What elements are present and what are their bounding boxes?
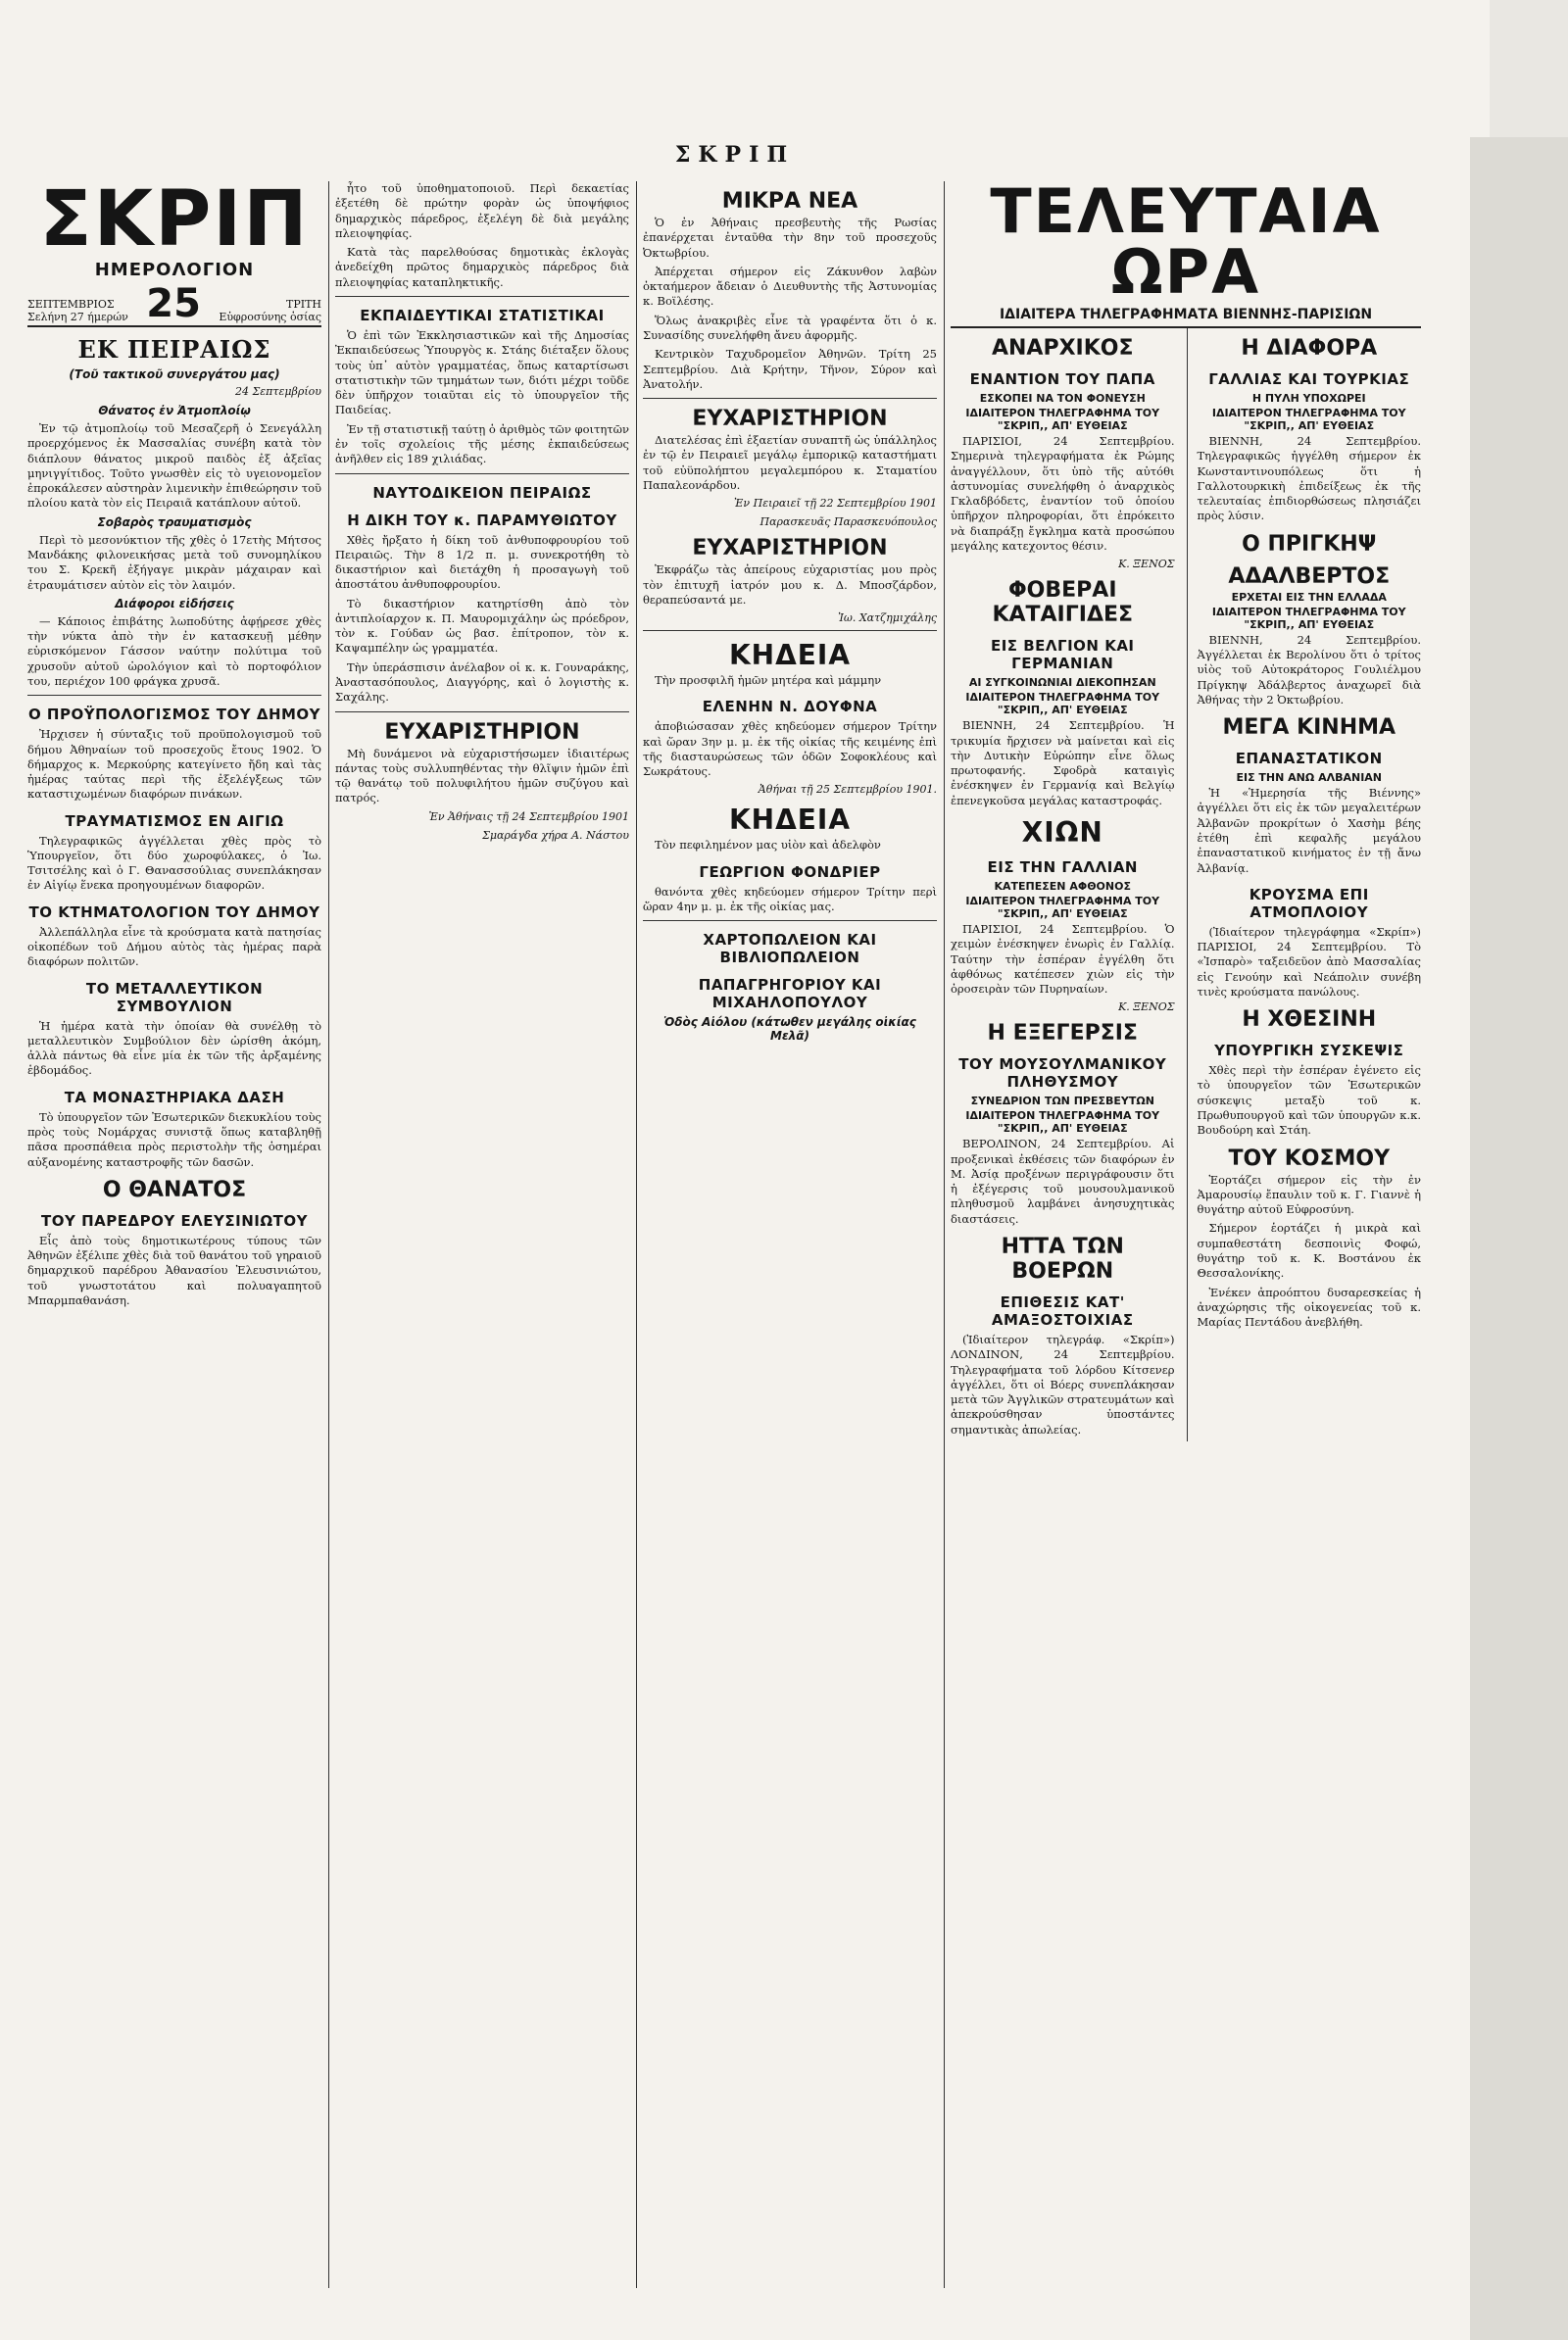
headline: ΤΟ ΚΤΗΜΑΤΟΛΟΓΙΟΝ ΤΟΥ ΔΗΜΟΥ — [28, 902, 320, 921]
signature: Παρασκευᾶς Παρασκευόπουλος — [760, 515, 937, 529]
article-text: ΠΑΡΙΣΙΟΙ, 24 Σεπτεμβρίου. Ὁ χειμὼν ἐνέσκηψεν ἐνωρὶς ἐν Γαλλίᾳ. Ταύτην τὴν ἑσπέραν ἐγγέλθη ὅτι ἀφθόνως κατέπεσεν χιὼν εἰς τὴν ὀροσειρὰν τῶν Πυρηναίων. — [951, 921, 1175, 997]
article-text: Ἐνέκεν ἀπροόπτου δυσαρεσκείας ἡ ἀναχώρησις τῆς οἰκογενείας τοῦ κ. Μαρίας Πεντάδου ἀνεβλήθη. — [1197, 1285, 1421, 1330]
divider — [335, 711, 629, 712]
split-columns — [951, 328, 1421, 1441]
column-3 — [643, 181, 937, 1047]
headline: ΚΗΔΕΙΑ — [728, 804, 851, 837]
subheadline: ΕΝΑΝΤΙΟΝ ΤΟΥ ΠΑΠΑ — [969, 370, 1155, 388]
saint-day: Εὐφροσύνης ὁσίας — [219, 311, 321, 323]
article-text: ΒΙΕΝΝΗ, 24 Σεπτεμβρίου. Τηλεγραφικῶς ἠγγέλθη σήμερον ἐκ Κωνσταντινουπόλεως ὅτι ἡ Γαλλοτουρκικὴ ἐπιδείξεως ἐκ τῆς τελευταίας ἐπιδιορθώσεως πλησιάζει πρὸς λύσιν. — [1197, 434, 1421, 523]
article-text: Κατὰ τὰς παρελθούσας δημοτικὰς ἐκλογὰς ἀνεδείχθη πρῶτος δημαρχικὸς πάρεδρος διὰ πλειοψηφίας καταπληκτικῆς. — [335, 245, 629, 289]
article-text: Ἡ ἡμέρα κατὰ τὴν ὁποίαν θὰ συνέλθῃ τὸ μεταλλευτικὸν Συμβούλιον δὲν ὡρίσθη ἀκόμη, ἀλλὰ πάντως θὰ εἶνε μία ἐκ τῶν τῆς ἀρξαμένης ἑβδομάδος. — [27, 1018, 321, 1078]
column-2 — [335, 181, 629, 848]
headline: Η ΕΞΕΓΕΡΣΙΣ — [987, 1021, 1138, 1047]
byline: (Τοῦ τακτικοῦ συνεργάτου μας) — [69, 367, 280, 381]
article-text: Ἠρχισεν ἡ σύνταξις τοῦ προϋπολογισμοῦ τοῦ δήμου Ἀθηναίων τοῦ προσεχοῦς ἔτους 1902. Ὁ δήμαρχος κ. Μερκούρης κατεγίνετο ἤδη καὶ τὰς ἡμέρας ταύτας περὶ τῆς ἐξελέγξεως τῶν καταστιχωμένων διαφόρων πινάκων. — [27, 727, 321, 802]
article-text: Ἀπέρχεται σήμερον εἰς Ζάκυνθον λαβὼν ὀκταήμερον ἄδειαν ὁ Διευθυντὴς τῆς Ἀστυνομίας κ. Βοϊλέσης. — [643, 264, 937, 309]
divider — [643, 398, 937, 399]
headline: Ο ΘΑΝΑΤΟΣ — [102, 1177, 247, 1202]
signature-date: Ἐν Πειραιεῖ τῇ 22 Σεπτεμβρίου 1901 — [734, 497, 937, 511]
headline: ΗΤΤΑ ΤΩΝ ΒΟΕΡΩΝ — [1001, 1235, 1124, 1285]
headline: ΤΑ ΜΟΝΑΣΤΗΡΙΑΚΑ ΔΑΣΗ — [64, 1088, 285, 1106]
telegram-label: ΙΔΙΑΙΤΕΡΟΝ ΤΗΛΕΓΡΑΦΗΜΑ ΤΟΥ "ΣΚΡΙΠ,, ΑΠ' ΕΥΘΕΙΑΣ — [1211, 605, 1406, 631]
subcolumn-right — [1187, 328, 1422, 1441]
headline: ΕΥΧΑΡΙΣΤΗΡΙΟΝ — [692, 536, 888, 561]
headline: Η ΔΙΑΦΟΡΑ — [1241, 336, 1378, 361]
address: Ὁδὸς Αἰόλου (κάτωθεν μεγάλης οἰκίας Μελᾶ) — [663, 1015, 916, 1044]
subheadline: ΣΥΝΕΔΡΙΟΝ ΤΩΝ ΠΡΕΣΒΕΥΤΩΝ — [970, 1095, 1154, 1108]
running-header: ΣΚΡΙΠ — [674, 142, 796, 168]
dateline — [27, 281, 321, 327]
article-text: — Κάποιος ἐπιβάτης λωποδύτης ἀφῄρεσε χθὲς τὴν νύκτα ἀπὸ τὴν ἐν κατασκευῇ μέθην εὑρισκόμενον Γάσσον ναύτην πολύτιμα τοῦ χρυσοῦν αὐτοῦ ὡρολόγιον καὶ τὸ πορτοφόλιον του, περιέχον 100 φράγκα χρυσᾶ. — [27, 613, 321, 688]
article-text: Ἐν τῇ στατιστικῇ ταύτῃ ὁ ἀριθμὸς τῶν φοιτητῶν ἐν τοῖς σχολείοις τῆς μέσης ἐκπαιδεύσεως ἀνῆλθεν εἰς 189 χιλιάδας. — [335, 421, 629, 466]
article-text: Σήμερον ἑορτάζει ἡ μικρὰ καὶ συμπαθεστάτη δεσποινὶς Φοφώ, θυγάτηρ τοῦ κ. Κ. Βοστάνου ἐκ Θεσσαλονίκης. — [1197, 1221, 1421, 1281]
article-text: Τὸν πεφιλημένον μας υἱὸν καὶ ἀδελφὸν — [655, 838, 881, 853]
telegram-label: ΙΔΙΑΙΤΕΡΟΝ ΤΗΛΕΓΡΑΦΗΜΑ ΤΟΥ "ΣΚΡΙΠ,, ΑΠ' ΕΥΘΕΙΑΣ — [965, 407, 1160, 432]
article-text: Τηλεγραφικῶς ἀγγέλλεται χθὲς πρὸς τὸ Ὑπουργεῖον, ὅτι δύο χωροφύλακες, ὁ Ἰω. Τσιτσέλης καὶ ὁ Γ. Θανασσούλιας συνεπλάκησαν ἐν Αἰγίῳ ἕνεκα προηγουμένων διαφορῶν. — [27, 833, 321, 893]
headline: Διάφοροι εἰδήσεις — [115, 596, 234, 610]
article-text: ΒΕΡΟΛΙΝΟΝ, 24 Σεπτεμβρίου. Αἱ προξενικαὶ ἐκθέσεις τῶν διαφόρων ἐν Μ. Ἀσίᾳ προξένων περιγράφουσιν ὅτι ἡ ἐξέγερσις τοῦ μουσουλμανικοῦ πληθυσμοῦ λαμβάνει ἀνησυχητικὰς διαστάσεις. — [951, 1137, 1175, 1226]
divider — [643, 630, 937, 631]
telegram-label: ΙΔΙΑΙΤΕΡΟΝ ΤΗΛΕΓΡΑΦΗΜΑ ΤΟΥ "ΣΚΡΙΠ,, ΑΠ' ΕΥΘΕΙΑΣ — [965, 894, 1160, 920]
article-text: (Ἰδιαίτερον τηλεγράφημα «Σκρίπ») ΠΑΡΙΣΙΟΙ, 24 Σεπτεμβρίου. Τὸ «Ἰσπαρὸ» ταξειδεῦον ἀπὸ Μασσαλίας εἰς Γενούην καὶ Νεάπολιν συνέβη τινὲς κρούσματα πανώλους. — [1197, 924, 1421, 999]
subcolumn-left — [951, 328, 1175, 1441]
headline: ΦΟΒΕΡΑΙ ΚΑΤΑΙΓΙΔΕΣ — [992, 578, 1134, 628]
article-text: θανόντα χθὲς κηδεύομεν σήμερον Τρίτην περὶ ὥραν 4ην μ. μ. ἐκ τῆς οἰκίας μας. — [643, 884, 937, 914]
headline: ΧΙΩΝ — [1021, 815, 1103, 849]
column-4 — [951, 181, 1421, 1441]
subheadline: ΠΑΠΑΓΡΗΓΟΡΙΟΥ ΚΑΙ ΜΙΧΑΗΛΟΠΟΥΛΟΥ — [698, 976, 882, 1012]
subheadline: Η ΠΥΛΗ ΥΠΟΧΩΡΕΙ — [1251, 392, 1366, 405]
headline: ΜΕΓΑ ΚΙΝΗΜΑ — [1222, 715, 1396, 741]
column-rule — [328, 181, 329, 2288]
day-number: 25 — [146, 281, 201, 326]
telegram-label: ΙΔΙΑΙΤΕΡΟΝ ΤΗΛΕΓΡΑΦΗΜΑ ΤΟΥ "ΣΚΡΙΠ,, ΑΠ' ΕΥΘΕΙΑΣ — [965, 1109, 1160, 1136]
divider — [27, 695, 321, 696]
article-text: Ὁ ἐν Ἀθήναις πρεσβευτὴς τῆς Ρωσίας ἐπανέρχεται ἐνταῦθα τὴν 8ην τοῦ προσεχοῦς Ὀκτωβρίου. — [643, 216, 937, 260]
article-text: Χθὲς ἤρξατο ἡ δίκη τοῦ ἀνθυποφρουρίου τοῦ Πειραιῶς. Τὴν 8 1/2 π. μ. συνεκροτήθη τὸ δικαστήριον καὶ διετάχθη ἡ προσαγωγὴ τοῦ ἀποστάτου ἀνθυποφρουρίου. — [335, 532, 629, 592]
headline: ΤΟΥ ΚΟΣΜΟΥ — [1228, 1146, 1391, 1171]
last-hour-subtitle: ΙΔΙΑΙΤΕΡΑ ΤΗΛΕΓΡΑΦΗΜΑΤΑ ΒΙΕΝΝΗΣ-ΠΑΡΙΣΙΩΝ — [951, 307, 1421, 328]
article-text: ΒΙΕΝΝΗ, 24 Σεπτεμβρίου. Ἡ τρικυμία ἤρχισεν νὰ μαίνεται καὶ εἰς τὴν Δυτικὴν Εὐρώπην εἶνε ὅλως πρωτοφανής. Σφοδρὰ καταιγὶς ἐνέσκηψεν ἐν Γερμανίᾳ καὶ Βελγίῳ ἐπενεγκοῦσα μεγάλας καταστροφάς. — [951, 718, 1175, 807]
article-text: Ἐκφράζω τὰς ἀπείρους εὐχαριστίας μου πρὸς τὸν ἐπιτυχῆ ἰατρόν μου κ. Δ. Μποσζάρδον, θεραπεύσαντά με. — [643, 562, 937, 607]
divider — [335, 473, 629, 474]
headline: ΤΡΑΥΜΑΤΙΣΜΟΣ ΕΝ ΑΙΓΙΩ — [65, 811, 284, 830]
signature-date: Ἐν Ἀθήναις τῇ 24 Σεπτεμβρίου 1901 — [428, 809, 629, 823]
column-rule — [944, 181, 945, 2288]
headline: ΚΡΟΥΣΜΑ ΕΠΙ ΑΤΜΟΠΛΟΙΟΥ — [1249, 885, 1369, 921]
page-edge — [1470, 137, 1568, 2340]
headline: ΚΗΔΕΙΑ — [728, 639, 851, 672]
headline: ΜΙΚΡΑ ΝΕΑ — [721, 189, 858, 214]
deceased-name: ΓΕΩΡΓΙΟΝ ΦΟΝΔΡΙΕΡ — [699, 862, 881, 881]
subheadline: ΕΙΣ ΒΕΛΓΙΟΝ ΚΑΙ ΓΕΡΜΑΝΙΑΝ — [990, 637, 1135, 673]
divider — [643, 920, 937, 921]
date-right — [219, 298, 321, 323]
headline: Θάνατος ἐν Ἀτμοπλοίῳ — [98, 404, 251, 417]
subheadline: Η ΔΙΚΗ ΤΟΥ κ. ΠΑΡΑΜΥΘΙΩΤΟΥ — [347, 511, 617, 529]
subheadline: ΚΑΤΕΠΕΣΕΝ ΑΦΘΟΝΟΣ — [994, 879, 1131, 893]
article-text: ΒΙΕΝΝΗ, 24 Σεπτεμβρίου. Ἀγγέλλεται ἐκ Βερολίνου ὅτι ὁ τρίτος υἱὸς τοῦ Αὐτοκράτορος Γουλιέλμου Πρίγκηψ Ἀδάλβερτος ἀναχωρεῖ διὰ Ἀθήνας τὴν 2 Ὀκτωβρίου. — [1197, 632, 1421, 707]
article-text: Ἐν τῷ ἀτμοπλοίῳ τοῦ Μεσαζερῆ ὁ Σενεγάλλη προερχόμενος ἐκ Μασσαλίας συνέβη κατὰ τὸν διάπλουν θάνατος μικροῦ παιδὸς ἐξ ἀξεῖας μηνιγγίτιδος. Τοῦτο γνωσθὲν εἰς τὸ υγειονομεῖον ἐπροκάλεσεν αὐστηρὰν λιμενικὴν ἐπιθεώρησιν τοῦ πλοίου κατὰ τὸν εἰς Πειραιᾶ κατάπλουν αὐτοῦ. — [27, 421, 321, 511]
article-text: Ἀλλεπάλληλα εἶνε τὰ κρούσματα κατὰ πατησίας οἰκοπέδων τοῦ Δήμου αὐτὸς τὰς ἡμέρας παρὰ διαφόρων πολιτῶν. — [27, 924, 321, 969]
signature-date: Ἀθήναι τῇ 25 Σεπτεμβρίου 1901. — [758, 783, 937, 797]
moon-phase: Σελήνη 27 ήμερών — [27, 311, 128, 323]
headline: ΤΟ ΜΕΤΑΛΛΕΥΤΙΚΟΝ ΣΥΜΒΟΥΛΙΟΝ — [85, 979, 264, 1015]
headline: Σοβαρὸς τραυματισμὸς — [97, 514, 252, 529]
signature: Κ. ΞΕΝΟΣ — [1118, 1000, 1175, 1014]
headline: ΝΑΥΤΟΔΙΚΕΙΟΝ ΠΕΙΡΑΙΩΣ — [372, 483, 592, 502]
headline: ΕΥΧΑΡΙΣΤΗΡΙΟΝ — [692, 407, 888, 432]
divider — [335, 296, 629, 297]
article-text: Τὸ ὑπουργεῖον τῶν Ἐσωτερικῶν διεκυκλίου τοὺς πρὸς τοὺς Νομάρχας συνιστᾷ ὅπως καταβληθῇ πᾶσα προσπάθεια πρὸς περιστολὴν τῆς ὁσημέραι αὐξανομένης καταστροφῆς τῶν δασῶν. — [27, 1109, 321, 1169]
subheadline: ΕΙΣ ΤΗΝ ΓΑΛΛΙΑΝ — [987, 857, 1138, 876]
article-text: Ὁ ἐπὶ τῶν Ἐκκλησιαστικῶν καὶ τῆς Δημοσίας Ἐκπαιδεύσεως Ὑπουργὸς κ. Στάης διέταξεν ὅλους τοὺς ὑπ᾽ αὐτὸν γραμματέας, ὅπως καταρτίσωσι στατιστικὴν τῶν τμημάτων των, διότι μέχρι τοῦδε δὲν ὑπῆρχον τοιαῦται εἰς τὸ ὑπουργεῖον τῆς Παιδείας. — [335, 327, 629, 417]
weekday: ΤΡΙΤΗ — [285, 298, 321, 311]
article-text: Χθὲς περὶ τὴν ἑσπέραν ἐγένετο εἰς τὸ ὑπουργεῖον τῶν Ἐσωτερικῶν σύσκεψις μεταξὺ τοῦ κ. Πρωθυπουργοῦ καὶ τῶν ὑπουργῶν κ.κ. Βουδούρη καὶ Στάη. — [1197, 1063, 1421, 1138]
subheadline: ΑΙ ΣΥΓΚΟΙΝΩΝΙΑΙ ΔΙΕΚΟΠΗΣΑΝ — [968, 676, 1156, 690]
month: ΣΕΠΤΕΜΒΡΙΟΣ — [27, 298, 115, 311]
telegram-label: ΙΔΙΑΙΤΕΡΟΝ ΤΗΛΕΓΡΑΦΗΜΑ ΤΟΥ "ΣΚΡΙΠ,, ΑΠ' ΕΥΘΕΙΑΣ — [1211, 407, 1406, 432]
article-text: ΠΑΡΙΣΙΟΙ, 24 Σεπτεμβρίου. Σημερινὰ τηλεγραφήματα ἐκ Ρώμης ἀναγγέλλουν, ὅτι ὑπὸ τῆς αὐτόθι ἀστυνομίας συνελήφθη ὁ ἀναρχικὸς Γκλαδβόδετς, ἐναντίον τοῦ ὁποίου ὑπῆρχον πληροφορίαι, ὅτι ἐπρόκειτο νὰ διαπράξῃ ἔγκλημα κατὰ προσώπου μεγάλης κατεχοντος θέσιν. — [951, 434, 1175, 553]
signature: Κ. ΞΕΝΟΣ — [1118, 558, 1175, 571]
article-text: Διατελέσας ἐπὶ ἑξαετίαν συναπτῆ ὡς ὑπάλληλος ἐν τῷ ἐν Πειραιεῖ μεγάλῳ ἐμπορικῷ καταστήματι τοῦ εὐϋπολήπτου μεγαλεμπόρου κ. Σταματίου Παπαλεονάρδου. — [643, 433, 937, 492]
article-text: Τὴν ὑπεράσπισιν ἀνέλαβον οἱ κ. κ. Γουναράκης, Ἀναστασόπουλος, Διαγγόρης, καὶ ὁ λογιστὴς κ. Σαχάλης. — [335, 659, 629, 705]
subheadline: ΥΠΟΥΡΓΙΚΗ ΣΥΣΚΕΨΙΣ — [1214, 1042, 1404, 1060]
article-text: Περὶ τὸ μεσονύκτιον τῆς χθὲς ὁ 17ετὴς Μήτσος Μανδάκης φιλονεικήσας μετὰ τοῦ συνομηλίκου του Σ. Κρεκῆ ἐξήγαγε μικρὰν μάχαιραν καὶ ἐτραυμάτισεν αὐτὸν εἰς τὸν λαιμόν. — [27, 532, 321, 592]
date-left — [27, 298, 128, 323]
headline: ΧΑΡΤΟΠΩΛΕΙΟΝ ΚΑΙ ΒΙΒΛΙΟΠΩΛΕΙΟΝ — [703, 931, 877, 967]
subheadline: ΓΑΛΛΙΑΣ ΚΑΙ ΤΟΥΡΚΙΑΣ — [1208, 370, 1410, 388]
subheadline: ΤΟΥ ΠΑΡΕΔΡΟΥ ΕΛΕΥΣΙΝΙΩΤΟΥ — [41, 1211, 308, 1230]
headline: ΕΚΠΑΙΔΕΥΤΙΚΑΙ ΣΤΑΤΙΣΤΙΚΑΙ — [360, 306, 605, 324]
masthead-subtitle: ΗΜΕΡΟΛΟΓΙΟΝ — [94, 260, 255, 280]
article-text: ἀποβιώσασαν χθὲς κηδεύομεν σήμερον Τρίτην καὶ ὥραν 3ην μ. μ. ἐκ τῆς οἰκίας τῆς κειμένης ἐπὶ τῆς διασταυρώσεως τῶν ὁδῶν Σοφοκλέους καὶ Σωκράτους. — [643, 719, 937, 779]
last-hour-title: ΤΕΛΕΥΤΑΙΑ ΩΡΑ — [990, 181, 1382, 308]
headline: Η ΧΘΕΣΙΝΗ — [1242, 1007, 1377, 1033]
article-text: (Ἰδιαίτερον τηλεγράφ. «Σκρίπ») ΛΟΝΔΙΝΟΝ, 24 Σεπτεμβρίου. Τηλεγραφήματα τοῦ λόρδου Κίτσενερ ἀγγέλλει, ὅτι οἱ Βόερς συνεπλάκησαν μετὰ τῶν Ἀγγλικῶν στρατευμάτων καὶ ἀπεκρούσθησαν ὑποστάντες σημαντικὰς ἀπωλείας. — [951, 1333, 1175, 1437]
section-title: ΕΚ ΠΕΙΡΑΙΩΣ — [77, 335, 271, 364]
column-rule — [636, 181, 637, 2288]
article-text: Ἡ «Ἡμερησία τῆς Βιέννης» ἀγγέλλει ὅτι εἰς ἐκ τῶν μεγαλειτέρων Ἀλβανῶν προκρίτων ὁ Χασὴμ βέης ἐτέθη ἐπὶ κεφαλῆς μεγάλου ἐπαναστατικοῦ κινήματος ἐν τῇ ἄνω Ἀλβανίᾳ. — [1197, 786, 1421, 875]
subheadline: ΤΟΥ ΜΟΥΣΟΥΛΜΑΝΙΚΟΥ ΠΛΗΘΥΣΜΟΥ — [958, 1055, 1167, 1092]
article-text: Εἷς ἀπὸ τοὺς δημοτικωτέρους τύπους τῶν Ἀθηνῶν ἐξέλιπε χθὲς διὰ τοῦ θανάτου τοῦ γηραιοῦ δημαρχικοῦ παρέδρου Ἀθανασίου Ἐλευσινιώτου, τοῦ γνωστοτάτου καὶ πολυαγαπητοῦ Μπαρμπαθανάση. — [27, 1233, 321, 1307]
headline: ΑΝΑΡΧΙΚΟΣ — [991, 336, 1134, 361]
headline: Ο ΠΡΙΓΚΗΨ — [1242, 531, 1377, 557]
subheadline: ΕΙΣ ΤΗΝ ΑΝΩ ΑΛΒΑΝΙΑΝ — [1236, 771, 1383, 785]
article-text: Ὅλως ἀνακριβὲς εἶνε τὰ γραφέντα ὅτι ὁ κ. Συνασίδης συνελήφθη ἄνευ ἀφορμῆς. — [643, 313, 937, 342]
deceased-name: ΕΛΕΝΗΝ Ν. ΔΟΥΦΝΑ — [702, 698, 878, 716]
article-text: Μὴ δυνάμενοι νὰ εὐχαριστήσωμεν ἰδιαιτέρως πάντας τοὺς συλλυπηθέντας τὴν θλῖψιν ἡμῶν ἐπὶ τῷ θανάτῳ τοῦ πολυφιλήτου ἡμῶν συζύγου καὶ πατρός. — [335, 746, 629, 805]
article-text: Τὸ δικαστήριον κατηρτίσθη ἀπὸ τὸν ἀντιπλοίαρχον κ. Π. Μαυρομιχάλην ὡς πρόεδρον, τὸν κ. Γούδαν ὡς βασ. ἐπίτροπον, τὸν κ. Καψαμπέλην ὡς γραμματέα. — [335, 596, 629, 656]
masthead-title: ΣΚΡΙΠ — [39, 181, 310, 264]
article-text: ἦτο τοῦ ὑποθηματοποιοῦ. Περὶ δεκαετίας ἐξετέθη δὲ πρώτην φορὰν ὡς ὑποψήφιος δημαρχικὸς πάρεδρος, ἐξελέγη δὲ διὰ μεγάλης πλειοψηφίας. — [335, 181, 629, 240]
column-1 — [27, 181, 321, 1312]
headline: Ο ΠΡΟΫΠΟΛΟΓΙΣΜΟΣ ΤΟΥ ΔΗΜΟΥ — [27, 706, 321, 724]
headline: ΑΔΑΛΒΕΡΤΟΣ — [1228, 563, 1391, 589]
article-text: Τὴν προσφιλῆ ἡμῶν μητέρα καὶ μάμμην — [655, 673, 882, 688]
headline: ΕΥΧΑΡΙΣΤΗΡΙΟΝ — [384, 719, 580, 745]
signature: Ἰω. Χατζημιχάλης — [838, 611, 937, 625]
telegram-label: ΙΔΙΑΙΤΕΡΟΝ ΤΗΛΕΓΡΑΦΗΜΑ ΤΟΥ "ΣΚΡΙΠ,, ΑΠ' ΕΥΘΕΙΑΣ — [965, 691, 1160, 717]
dateline-text: 24 Σεπτεμβρίου — [235, 385, 321, 398]
signature: Σμαράγδα χήρα Α. Νάστου — [482, 828, 629, 842]
subheadline: ΕΠΙΘΕΣΙΣ ΚΑΤ' ΑΜΑΞΟΣΤΟΙΧΙΑΣ — [991, 1293, 1134, 1330]
article-text: Ἑορτάζει σήμερον εἰς τὴν ἐν Ἀμαρουσίῳ ἔπαυλιν τοῦ κ. Γ. Γιαννὲ ἡ θυγάτηρ αὐτοῦ Εὐφροσύνη. — [1197, 1172, 1421, 1217]
subheadline: ΕΣΚΟΠΕΙ ΝΑ ΤΟΝ ΦΟΝΕΥΣΗ — [979, 392, 1146, 405]
subheadline: ΕΡΧΕΤΑΙ ΕΙΣ ΤΗΝ ΕΛΛΑΔΑ — [1231, 590, 1387, 604]
article-text: Κεντρικὸν Ταχυδρομεῖον Ἀθηνῶν. Τρίτη 25 Σεπτεμβρίου. Διὰ Κρήτην, Τῆνον, Σύρον καὶ Ἀνατολήν. — [643, 347, 937, 391]
subheadline: ΕΠΑΝΑΣΤΑΤΙΚΟΝ — [1235, 750, 1383, 768]
